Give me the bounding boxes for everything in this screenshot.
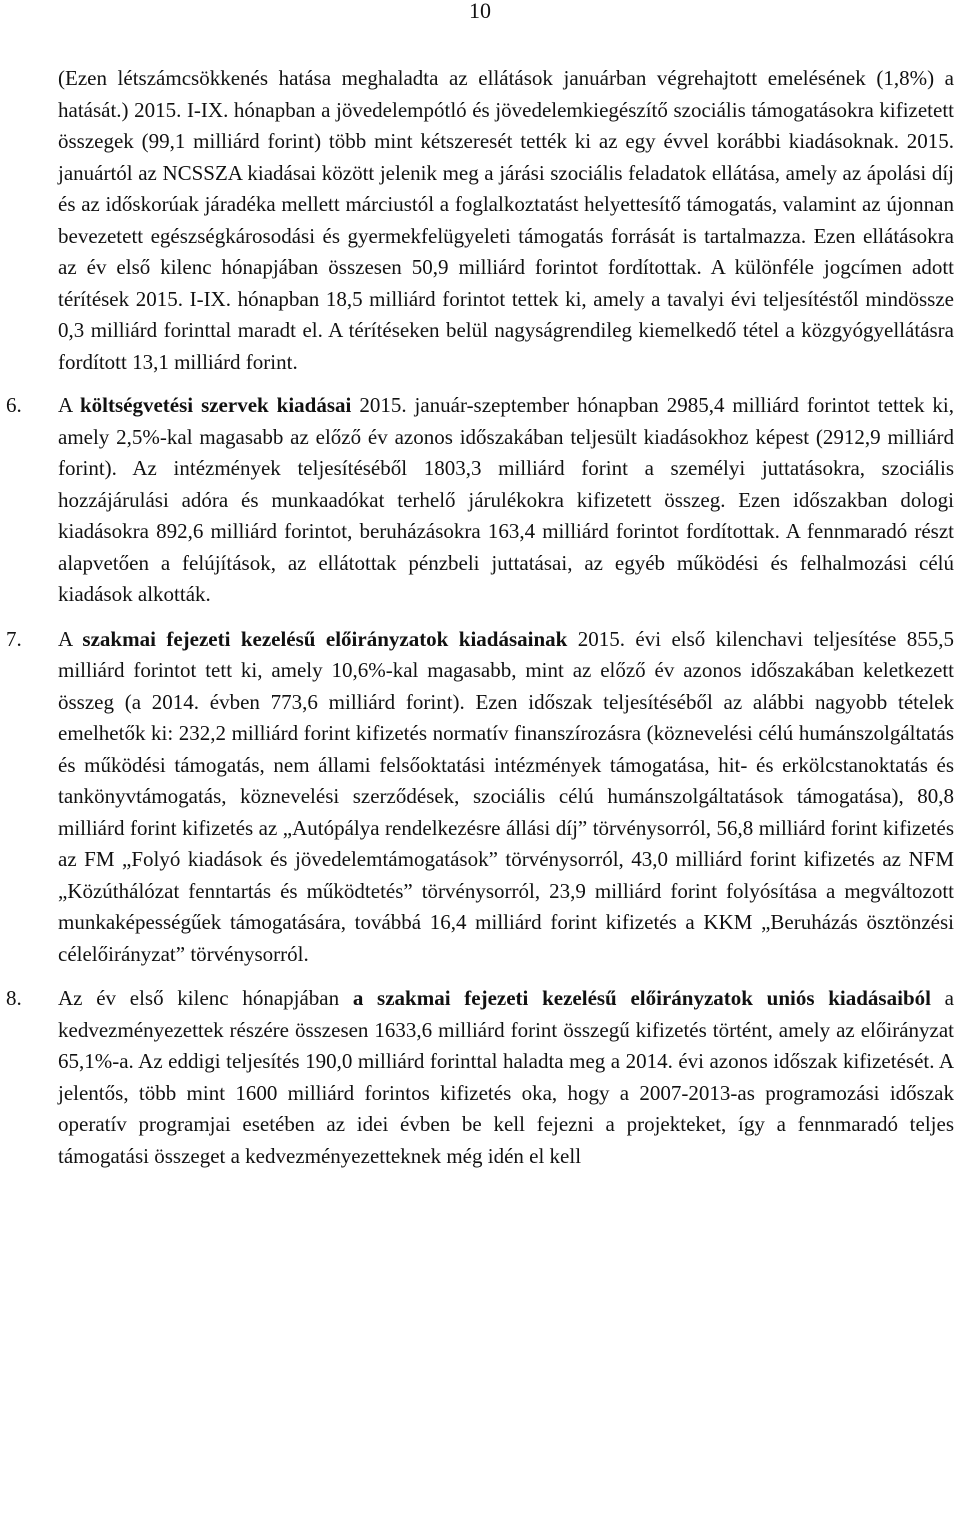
section-bold-term: költségvetési szervek kiadásai <box>79 393 352 417</box>
section-text: A szakmai fejezeti kezelésű előirányzatok kiadásainak 2015. évi első kilenchavi teljesítése 855,5 milliárd forintot tett ki, amely 10,6%-kal magasabb, mint az előző év azonos időszakában keletkezett összeg (a 2014. évben 773,6 milliárd forint). Ezen időszak teljesítéséből az alábbi nagyobb tételek emelhetők ki: 232,2 milliárd forint kifizetés normatív finanszírozásra (köznevelési célú humánszolgáltatás és működési támogatás, nem állami felsőoktatási intézmények támogatása, hit- és erkölcstanoktatás és tankönyvtámogatás, köznevelési szerződések, szociális célú humánszolgáltatások támogatása), 80,8 milliárd forint kifizetés az „Autópálya rendelkezésre állási díj” törvénysorról, 56,8 milliárd forint kifizetés az FM „Folyó kiadások és jövedelemtámogatások” törvénysorról, 43,0 milliárd forint kifizetés az NFM „Közúthálózat fenntartás és működtetés” törvénysorról, 23,9 milliárd forint folyósítása a megváltozott munkaképességűek támogatására, továbbá 16,4 milliárd forint kifizetés a KKM „Beruházás ösztönzési célelőirányzat” törvénysorról. <box>58 626 954 966</box>
section-6 <box>6 390 954 611</box>
document-body <box>6 63 955 1172</box>
section-8 <box>6 983 955 1172</box>
section-text: A költségvetési szervek kiadásai 2015. január-szeptember hónapban 2985,4 milliárd forintot tettek ki, amely 2,5%-kal magasabb az előző év azonos időszakában teljesült kiadásokhoz képest (2912,9 milliárd forint). Az intézmények teljesítéséből 1803,3 milliárd forint a személyi juttatásokra, szociális hozzájárulási adóra és munkaadókat terhelő járulékokra kifizetett összeg. Ezen időszakban dologi kiadásokra 892,6 milliárd forintot, beruházásokra 163,4 milliárd forintot fordítottak. A fennmaradó részt alapvetően a felújítások, az ellátottak pénzbeli juttatásai, az egyéb működési és felhalmozási célú kiadások alkották. <box>58 393 954 606</box>
section-bold-term: szakmai fejezeti kezelésű előirányzatok kiadásainak <box>82 626 568 651</box>
intro-paragraph <box>58 63 954 378</box>
section-number: 6. <box>6 393 22 417</box>
section-bold-term: a szakmai fejezeti kezelésű előirányzatok uniós kiadásaiból <box>352 986 931 1010</box>
section-text: Az év első kilenc hónapjában a szakmai fejezeti kezelésű előirányzatok uniós kiadásaiból a kedvezményezettek részére összesen 1633,6 milliárd forint összegű kifizetés történt, amely az előirányzat 65,1%-a. Az eddigi teljesítés 190,0 milliárd forinttal haladta meg a 2014. évi azonos időszak kifizetését. A jelentős, több mint 1600 milliárd forintos kifizetés oka, hogy a 2007-2013-as programozási időszak operatív programjai esetében az idei évben be kell fejezni a projekteket, így a fennmaradó teljes támogatási összeget a kedvezményezetteknek még idén el kell <box>58 986 955 1168</box>
section-number: 8. <box>6 986 22 1010</box>
intro-text: (Ezen létszámcsökkenés hatása meghaladta az ellátások januárban végrehajtott emelésének (1,8%) a hatását.) 2015. I-IX. hónapban a jövedelempótló és jövedelemkiegészítő szociális támogatásokra kifizetett összegek (99,1 milliárd forint) több mint kétszeresét tették ki az egy évvel korábbi kiadásoknak. 2015. januártól az NCSSZA kiadásai között jelenik meg a járási szociális feladatok ellátása, amely az ápolási díj és az időskorúak járadéka mellett márciustól a foglalkoztatást helyettesítő támogatás, valamint az újonnan bevezetett egészségkárosodási és gyermekfelügyeleti támogatás forrását is tartalmazza. Ezen ellátásokra az év első kilenc hónapjában összesen 50,9 milliárd forintot fordítottak. A különféle jogcímen adott térítések 2015. I-IX. hónapban 18,5 milliárd forintot tettek ki, amely a tavalyi évi teljesítéstől mindössze 0,3 milliárd forinttal maradt el. A térítéseken belül nagyságrendileg kiemelkedő tétel a közgyógyellátásra fordított 13,1 milliárd forint. <box>58 66 954 374</box>
section-number: 7. <box>6 626 22 651</box>
page-number: 10 <box>469 0 491 23</box>
section-7 <box>6 624 954 971</box>
